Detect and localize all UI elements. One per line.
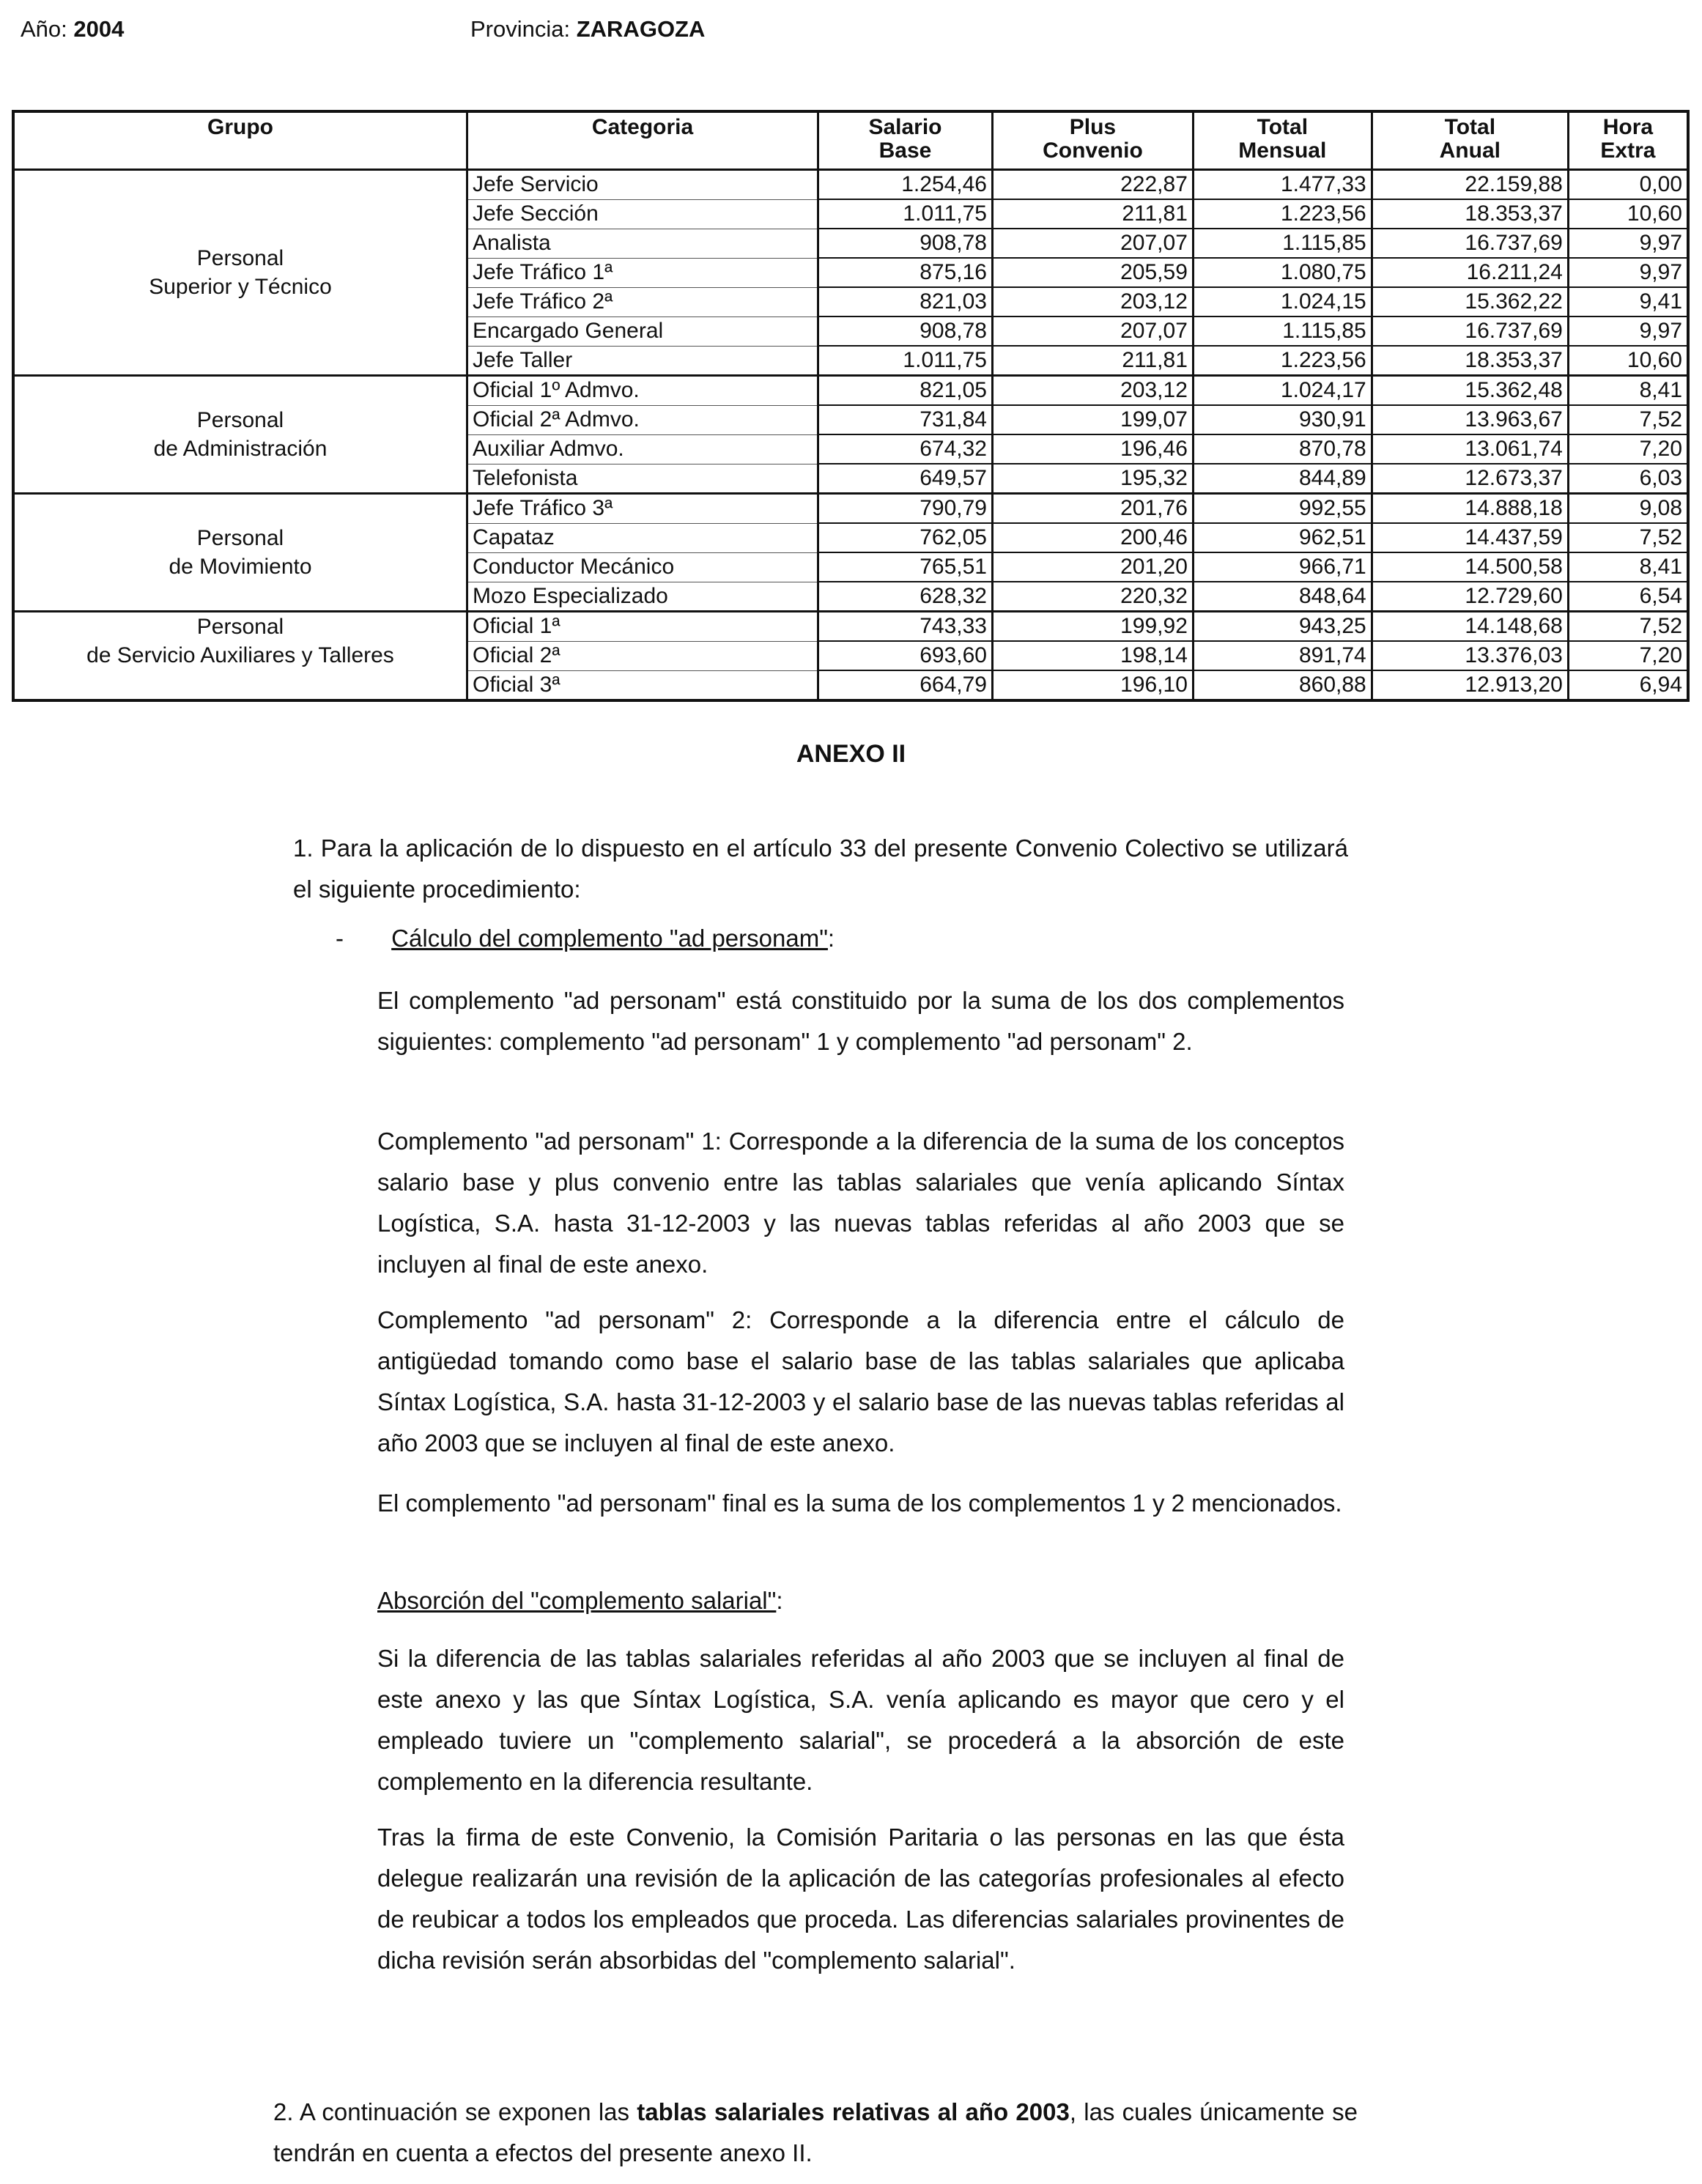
category-cell: Jefe Taller [467,346,818,376]
plus-convenio-cell: 201,20 [992,552,1193,582]
hora-extra-cell: 8,41 [1568,552,1688,582]
plus-convenio-cell: 199,07 [992,405,1193,434]
plus-convenio-cell: 196,46 [992,434,1193,464]
salario-base-cell: 674,32 [818,434,993,464]
col-salario-base: Salario Base [818,111,993,170]
salario-base-cell: 908,78 [818,317,993,346]
hora-extra-cell: 10,60 [1568,346,1688,376]
salario-base-cell: 908,78 [818,229,993,258]
salary-table [12,110,1690,702]
total-mensual-cell: 870,78 [1193,434,1372,464]
category-cell: Jefe Sección [467,199,818,229]
paragraph-9 [273,2092,1358,2174]
total-mensual-cell: 1.024,17 [1193,376,1372,406]
plus-convenio-cell: 196,10 [992,670,1193,700]
salary-table-body [13,170,1688,701]
table-row [13,376,1688,406]
salario-base-cell: 743,33 [818,612,993,642]
total-mensual-cell: 992,55 [1193,494,1372,524]
plus-convenio-cell: 207,07 [992,229,1193,258]
total-anual-cell: 16.211,24 [1372,258,1568,287]
total-mensual-cell: 860,88 [1193,670,1372,700]
subheading-colon: : [827,925,835,952]
category-cell: Oficial 2ª [467,641,818,670]
table-row [13,494,1688,524]
plus-convenio-cell: 199,92 [992,612,1193,642]
category-cell: Capataz [467,523,818,552]
salario-base-cell: 628,32 [818,582,993,612]
paragraph-4: Complemento "ad personam" 2: Corresponde a la diferencia entre el cálculo de antigüedad tomando como base el salario base de las tablas salariales que aplicaba Síntax Logística, S.A. hasta 31-12-2003 y el salario base de las nuevas tablas referidas al año 2003 que se incluyen al final de este anexo. [377,1306,1344,1456]
total-mensual-cell: 891,74 [1193,641,1372,670]
year-header [21,16,124,42]
group-name-line2: de Administración [153,437,328,461]
hora-extra-cell: 7,20 [1568,641,1688,670]
bullet-item [336,925,835,952]
group-name-line1: Personal [196,526,284,550]
hora-extra-cell: 7,52 [1568,612,1688,642]
total-anual-cell: 14.437,59 [1372,523,1568,552]
province-header [470,16,705,42]
total-anual-cell: 14.888,18 [1372,494,1568,524]
hora-extra-cell: 10,60 [1568,199,1688,229]
total-mensual-cell: 966,71 [1193,552,1372,582]
hora-extra-cell: 6,03 [1568,464,1688,494]
hora-extra-cell: 8,41 [1568,376,1688,406]
group-cell [13,494,467,612]
total-anual-cell: 12.913,20 [1372,670,1568,700]
total-mensual-cell: 1.477,33 [1193,170,1372,200]
plus-convenio-cell: 203,12 [992,287,1193,317]
plus-convenio-cell: 200,46 [992,523,1193,552]
salario-base-cell: 765,51 [818,552,993,582]
category-cell: Encargado General [467,317,818,346]
col-total-mensual: Total Mensual [1193,111,1372,170]
category-cell: Telefonista [467,464,818,494]
total-mensual-cell: 943,25 [1193,612,1372,642]
salario-base-cell: 649,57 [818,464,993,494]
paragraph-9-end: , las cuales únicamente se tendrán en cuenta a efectos del presente anexo II. [273,2098,1358,2166]
plus-convenio-cell: 205,59 [992,258,1193,287]
total-anual-cell: 14.148,68 [1372,612,1568,642]
paragraph-8: Tras la firma de este Convenio, la Comisión Paritaria o las personas en las que ésta delegue realizarán una revisión de la aplicación de las categorías profesionales al efecto de reubicar a todos los empleados que proceda. Las diferencias salariales provinentes de dicha revisión serán absorbidas del "complemento salarial". [377,1824,1344,1974]
total-mensual-cell: 962,51 [1193,523,1372,552]
paragraph-1: 1. Para la aplicación de lo dispuesto en el artículo 33 del presente Convenio Colectivo se utilizará el siguiente procedimiento: [293,834,1348,903]
category-cell: Oficial 1ª [467,612,818,642]
paragraph-9-bold: tablas salariales relativas al año 2003 [637,2098,1070,2125]
annex-title: ANEXO II [796,740,906,768]
total-mensual-cell: 1.080,75 [1193,258,1372,287]
table-header-row [13,111,1688,170]
total-anual-cell: 15.362,22 [1372,287,1568,317]
group-cell [13,170,467,376]
province-value: ZARAGOZA [576,16,706,42]
salario-base-cell: 731,84 [818,405,993,434]
hora-extra-cell: 9,97 [1568,258,1688,287]
salario-base-cell: 875,16 [818,258,993,287]
salario-base-cell: 664,79 [818,670,993,700]
group-cell [13,612,467,701]
hora-extra-cell: 9,97 [1568,229,1688,258]
total-anual-cell: 18.353,37 [1372,199,1568,229]
paragraph-7: Si la diferencia de las tablas salariales referidas al año 2003 que se incluyen al final de este anexo y las que Síntax Logística, S.A. venía aplicando es mayor que cero y el empleado tuviere un "complemento salarial", se procederá a la absorción de este complemento en la diferencia resultante. [377,1645,1344,1795]
plus-convenio-cell: 222,87 [992,170,1193,200]
hora-extra-cell: 7,20 [1568,434,1688,464]
total-mensual-cell: 844,89 [1193,464,1372,494]
total-anual-cell: 16.737,69 [1372,229,1568,258]
subheading-absorcion-colon: : [776,1587,783,1614]
total-mensual-cell: 1.115,85 [1193,229,1372,258]
plus-convenio-cell: 201,76 [992,494,1193,524]
total-mensual-cell: 1.115,85 [1193,317,1372,346]
province-label: Provincia: [470,16,571,42]
total-mensual-cell: 1.024,15 [1193,287,1372,317]
total-anual-cell: 18.353,37 [1372,346,1568,376]
hora-extra-cell: 6,94 [1568,670,1688,700]
year-value: 2004 [73,16,125,42]
hora-extra-cell: 9,41 [1568,287,1688,317]
paragraph-9-start: 2. A continuación se exponen las [273,2098,637,2125]
table-row [13,170,1688,200]
category-cell: Jefe Tráfico 3ª [467,494,818,524]
group-name-line2: de Movimiento [169,555,312,579]
col-plus-convenio: Plus Convenio [992,111,1193,170]
category-cell: Jefe Servicio [467,170,818,200]
col-hora-extra: Hora Extra [1568,111,1688,170]
plus-convenio-cell: 203,12 [992,376,1193,406]
group-name-line1: Personal [196,246,284,270]
total-anual-cell: 13.376,03 [1372,641,1568,670]
group-name-line2: de Servicio Auxiliares y Talleres [86,643,394,667]
salario-base-cell: 790,79 [818,494,993,524]
category-cell: Oficial 1º Admvo. [467,376,818,406]
salario-base-cell: 693,60 [818,641,993,670]
plus-convenio-cell: 207,07 [992,317,1193,346]
table-row [13,612,1688,642]
col-categoria: Categoria [467,111,818,170]
group-name-line2: Superior y Técnico [149,275,332,299]
total-anual-cell: 16.737,69 [1372,317,1568,346]
salario-base-cell: 821,03 [818,287,993,317]
total-anual-cell: 15.362,48 [1372,376,1568,406]
group-name-line1: Personal [196,408,284,432]
category-cell: Oficial 3ª [467,670,818,700]
year-label: Año: [21,16,67,42]
paragraph-2: El complemento "ad personam" está constituido por la suma de los dos complementos siguientes: complemento "ad personam" 1 y complemento "ad personam" 2. [377,987,1344,1055]
category-cell: Jefe Tráfico 1ª [467,258,818,287]
salario-base-cell: 821,05 [818,376,993,406]
total-mensual-cell: 848,64 [1193,582,1372,612]
subheading-absorcion [377,1580,1344,1621]
hora-extra-cell: 9,08 [1568,494,1688,524]
plus-convenio-cell: 211,81 [992,199,1193,229]
total-mensual-cell: 930,91 [1193,405,1372,434]
total-mensual-cell: 1.223,56 [1193,346,1372,376]
col-total-anual: Total Anual [1372,111,1568,170]
salario-base-cell: 1.011,75 [818,346,993,376]
hora-extra-cell: 7,52 [1568,405,1688,434]
plus-convenio-cell: 198,14 [992,641,1193,670]
salario-base-cell: 1.011,75 [818,199,993,229]
hora-extra-cell: 0,00 [1568,170,1688,200]
total-mensual-cell: 1.223,56 [1193,199,1372,229]
salario-base-cell: 1.254,46 [818,170,993,200]
plus-convenio-cell: 211,81 [992,346,1193,376]
category-cell: Mozo Especializado [467,582,818,612]
category-cell: Auxiliar Admvo. [467,434,818,464]
category-cell: Analista [467,229,818,258]
group-name-line1: Personal [196,615,284,639]
group-cell [13,376,467,494]
total-anual-cell: 14.500,58 [1372,552,1568,582]
paragraph-3: Complemento "ad personam" 1: Corresponde a la diferencia de la suma de los conceptos salario base y plus convenio entre las tablas salariales que venía aplicando Síntax Logística, S.A. hasta 31-12-2003 y las nuevas tablas referidas al año 2003 que se incluyen al final de este anexo. [377,1128,1344,1278]
category-cell: Conductor Mecánico [467,552,818,582]
salario-base-cell: 762,05 [818,523,993,552]
category-cell: Jefe Tráfico 2ª [467,287,818,317]
plus-convenio-cell: 220,32 [992,582,1193,612]
total-anual-cell: 12.673,37 [1372,464,1568,494]
subheading-absorcion-text: Absorción del "complemento salarial" [377,1587,777,1614]
total-anual-cell: 13.963,67 [1372,405,1568,434]
plus-convenio-cell: 195,32 [992,464,1193,494]
col-grupo: Grupo [13,111,467,170]
subheading-ad-personam: Cálculo del complemento "ad personam" [391,925,828,952]
hora-extra-cell: 9,97 [1568,317,1688,346]
hora-extra-cell: 6,54 [1568,582,1688,612]
hora-extra-cell: 7,52 [1568,523,1688,552]
total-anual-cell: 22.159,88 [1372,170,1568,200]
total-anual-cell: 13.061,74 [1372,434,1568,464]
bullet-dash: - [336,925,344,952]
total-anual-cell: 12.729,60 [1372,582,1568,612]
paragraph-5: El complemento "ad personam" final es la suma de los complementos 1 y 2 mencionados. [377,1489,1342,1517]
category-cell: Oficial 2ª Admvo. [467,405,818,434]
